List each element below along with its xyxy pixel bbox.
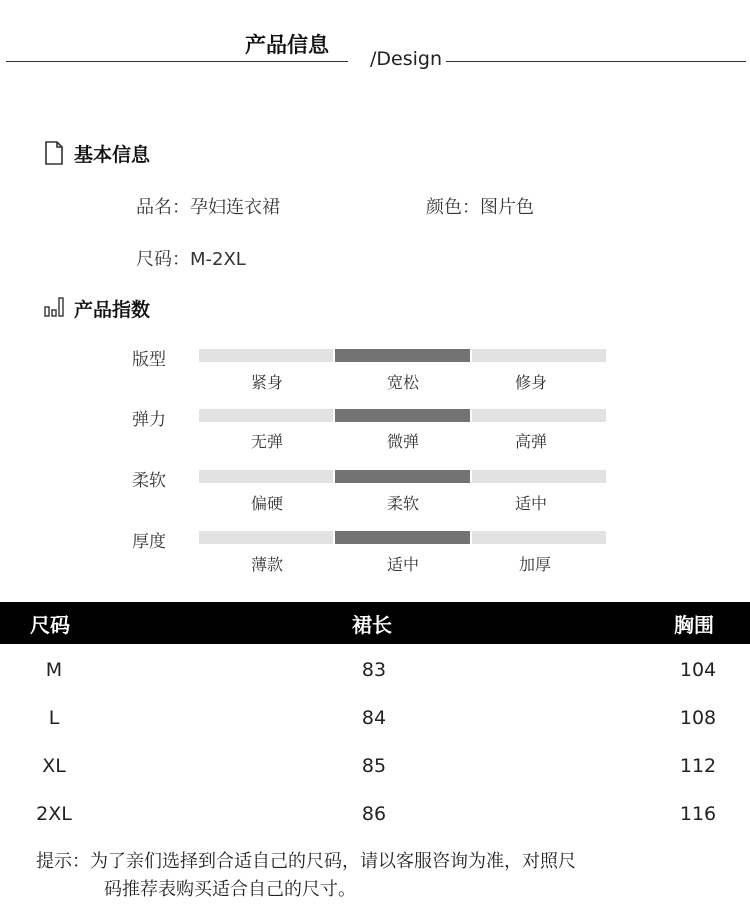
index-label-softness: 柔软 (132, 471, 166, 491)
size-note-line-1: 提示：为了亲们选择到合适自己的尺码，请以客服咨询为准，对照尺 (36, 851, 576, 872)
index-bar-segment (199, 531, 333, 544)
product-size-label: 尺码： (136, 249, 190, 270)
index-option: 适中 (514, 494, 547, 513)
index-option: 偏硬 (250, 494, 283, 513)
size-note-line-2: 码推荐表购买适合自己的尺寸。 (104, 879, 356, 900)
index-bar-thickness (199, 531, 606, 544)
page-title: 产品信息 (245, 33, 329, 57)
product-color-row (426, 193, 534, 219)
header-divider-left (6, 61, 348, 62)
index-option: 宽松 (386, 373, 419, 392)
product-color-label: 颜色： (426, 197, 480, 218)
index-option: 柔软 (386, 494, 419, 513)
table-cell-bust: 112 (679, 755, 717, 777)
table-cell-size: 2XL (36, 803, 72, 825)
header-divider-right (446, 61, 746, 62)
index-option: 修身 (514, 373, 547, 392)
table-cell-bust: 116 (679, 803, 717, 825)
product-color-value: 图片色 (480, 197, 534, 218)
index-label-elasticity: 弹力 (132, 410, 166, 430)
table-cell-length: 85 (361, 755, 387, 777)
index-option: 高弹 (514, 432, 547, 451)
size-table-header-bust: 胸围 (674, 613, 714, 637)
index-bar-segment (199, 470, 333, 483)
index-bar-segment (199, 409, 333, 422)
product-size-value: M-2XL (190, 249, 246, 270)
index-bar-segment-selected (335, 349, 469, 362)
bar-chart-icon (44, 296, 68, 318)
page-subtitle: /Design (370, 48, 443, 70)
index-bar-segment (472, 409, 606, 422)
size-table-header-length: 裙长 (352, 613, 392, 637)
table-cell-size: L (48, 707, 60, 729)
index-bar-segment (472, 349, 606, 362)
index-bar-segment (472, 531, 606, 544)
size-note (36, 848, 736, 904)
index-bar-elasticity (199, 409, 606, 422)
product-name-value: 孕妇连衣裙 (190, 197, 280, 218)
table-cell-bust: 108 (679, 707, 717, 729)
index-label-fit: 版型 (132, 350, 166, 370)
basic-info-heading: 基本信息 (74, 144, 151, 166)
product-size-row (136, 245, 246, 271)
index-bar-segment (199, 349, 333, 362)
product-index-heading: 产品指数 (74, 299, 151, 321)
index-label-thickness: 厚度 (132, 532, 166, 552)
table-cell-length: 86 (361, 803, 387, 825)
size-table-header-size: 尺码 (30, 613, 70, 637)
index-option: 无弹 (250, 432, 283, 451)
product-name-row (136, 193, 280, 219)
index-bar-segment-selected (335, 531, 469, 544)
index-bar-fit (199, 349, 606, 362)
index-bar-segment-selected (335, 470, 469, 483)
table-cell-size: XL (42, 755, 66, 777)
table-cell-size: M (45, 659, 63, 681)
index-option: 薄款 (250, 555, 283, 574)
index-bar-softness (199, 470, 606, 483)
index-bar-segment-selected (335, 409, 469, 422)
index-option: 紧身 (250, 373, 283, 392)
index-option: 微弹 (386, 432, 419, 451)
table-cell-length: 83 (361, 659, 387, 681)
table-cell-bust: 104 (679, 659, 717, 681)
index-bar-segment (472, 470, 606, 483)
document-icon (44, 141, 66, 165)
index-option: 加厚 (518, 555, 551, 574)
table-cell-length: 84 (361, 707, 387, 729)
product-name-label: 品名： (136, 197, 190, 218)
index-option: 适中 (386, 555, 419, 574)
